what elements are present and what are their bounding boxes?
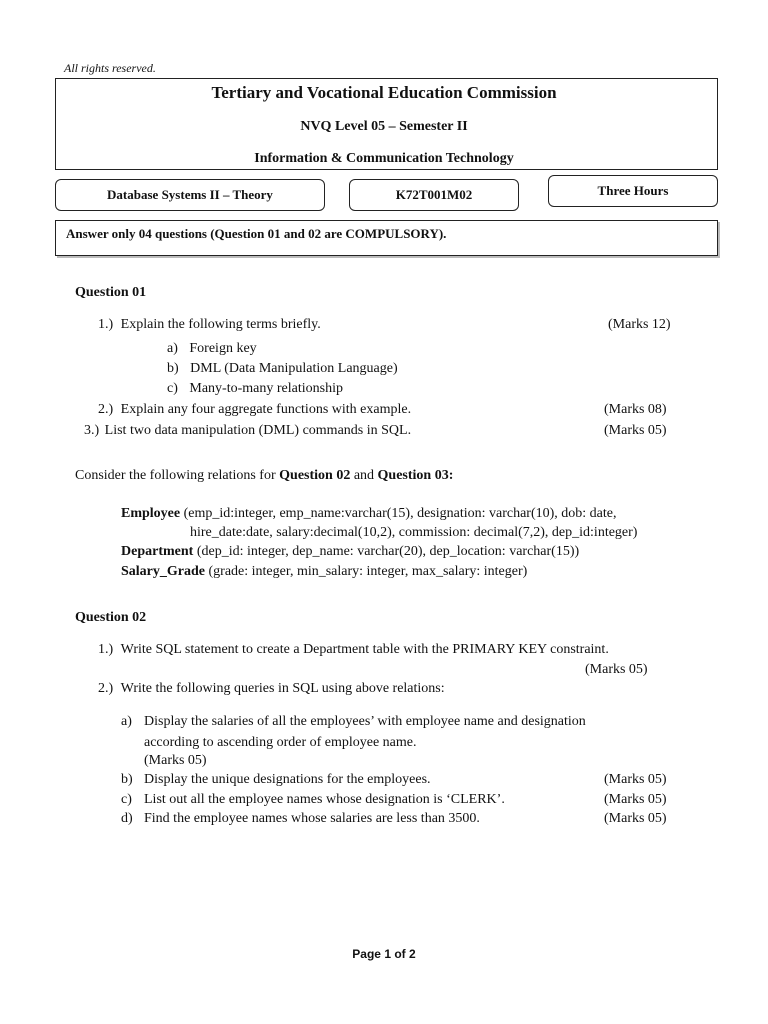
code-box	[349, 179, 519, 211]
q2-item-2	[98, 681, 445, 697]
q2-title: Question 02	[75, 610, 147, 625]
department-attrs: (dep_id: integer, dep_name: varchar(20), dep_location: varchar(15))	[196, 544, 580, 559]
q2-subitem-b-letter: b)	[121, 772, 133, 787]
q2-subitem-c-letter: c)	[121, 792, 132, 807]
employee-relation-name: Employee	[121, 506, 181, 521]
q2-subitem-b-marks: (Marks 05)	[604, 772, 667, 787]
department-relation-name: Department	[121, 544, 194, 559]
q2-subitem-a-marks: (Marks 05)	[144, 753, 207, 768]
subitem-letter: a)	[167, 341, 178, 356]
q1-item-2-marks: (Marks 08)	[604, 402, 667, 417]
instruction-box	[55, 220, 718, 256]
subitem-text: Many-to-many relationship	[189, 381, 343, 396]
item-number: 2.)	[98, 402, 114, 417]
salary-grade-relation	[121, 564, 527, 580]
item-number: 1.)	[98, 642, 114, 657]
duration-label: Three Hours	[597, 183, 669, 198]
duration-box	[548, 175, 718, 207]
subject-box	[55, 179, 325, 211]
q2-subitem-b-text: Display the unique designations for the employees.	[144, 772, 431, 787]
commission-title: Tertiary and Vocational Education Commission	[211, 83, 557, 102]
q1-item-3	[84, 423, 411, 439]
code-label: K72T001M02	[395, 187, 473, 202]
q1-subitem-c	[167, 381, 343, 397]
q1-title: Question 01	[75, 285, 147, 300]
subitem-letter: c)	[167, 381, 178, 396]
q2-subitem-d-letter: d)	[121, 811, 133, 826]
q2-subitem-c-marks: (Marks 05)	[604, 792, 667, 807]
salary-grade-relation-name: Salary_Grade	[121, 564, 205, 579]
item-text: Write the following queries in SQL using above relations:	[120, 681, 445, 696]
q1-item-1-marks: (Marks 12)	[608, 317, 671, 332]
subitem-letter: b)	[167, 361, 179, 376]
page-number: 1	[384, 947, 391, 961]
item-text: List two data manipulation (DML) commands in SQL.	[104, 423, 412, 438]
q2-subitem-c-text: List out all the employee names whose designation is ‘CLERK’.	[144, 792, 505, 807]
salary-grade-attrs: (grade: integer, min_salary: integer, max_salary: integer)	[208, 564, 528, 579]
page-total: 2	[409, 947, 416, 961]
intro-q03: Question 03:	[377, 468, 454, 483]
level-title: NVQ Level 05 – Semester II	[300, 119, 468, 134]
intro-and: and	[353, 468, 375, 483]
program-title: Information & Communication Technology	[254, 151, 514, 165]
q1-item-3-marks: (Marks 05)	[604, 423, 667, 438]
item-number: 3.)	[84, 423, 100, 438]
q2-subitem-d-marks: (Marks 05)	[604, 811, 667, 826]
item-text: Write SQL statement to create a Department table with the PRIMARY KEY constraint.	[120, 642, 609, 657]
employee-attrs-1: (emp_id:integer, emp_name:varchar(15), designation: varchar(10), dob: date,	[183, 506, 617, 521]
q1-subitem-a	[167, 341, 257, 357]
subject-label: Database Systems II – Theory	[107, 187, 273, 202]
q2-subitem-a-line1: Display the salaries of all the employees’ with employee name and designation	[144, 714, 586, 729]
q2-subitem-a-line2: according to ascending order of employee name.	[144, 735, 417, 750]
q1-subitem-b	[167, 361, 398, 377]
instruction-text: Answer only 04 questions (Question 01 and 02 are COMPULSORY).	[66, 226, 447, 241]
item-text: Explain the following terms briefly.	[120, 317, 321, 332]
q2-subitem-d-text: Find the employee names whose salaries are less than 3500.	[144, 811, 480, 826]
q2-item-1	[98, 642, 609, 658]
department-relation	[121, 544, 579, 560]
page-footer	[0, 947, 768, 961]
intro-text: Consider the following relations for	[75, 468, 276, 483]
relations-intro	[75, 468, 453, 484]
item-number: 2.)	[98, 681, 114, 696]
q1-item-2	[98, 402, 411, 418]
q2-subitem-a-letter: a)	[121, 714, 132, 729]
item-text: Explain any four aggregate functions with example.	[120, 402, 412, 417]
q1-item-1	[98, 317, 321, 333]
subitem-text: DML (Data Manipulation Language)	[190, 361, 398, 376]
employee-attrs-2: hire_date:date, salary:decimal(10,2), commission: decimal(7,2), dep_id:integer)	[190, 525, 638, 540]
subitem-text: Foreign key	[189, 341, 257, 356]
employee-relation-line1	[121, 506, 617, 522]
item-number: 1.)	[98, 317, 114, 332]
q2-item-1-marks: (Marks 05)	[585, 662, 648, 677]
rights-notice: All rights reserved.	[64, 61, 156, 75]
page-label: Page	[352, 947, 381, 961]
page-of: of	[394, 947, 406, 961]
intro-q02: Question 02	[279, 468, 351, 483]
